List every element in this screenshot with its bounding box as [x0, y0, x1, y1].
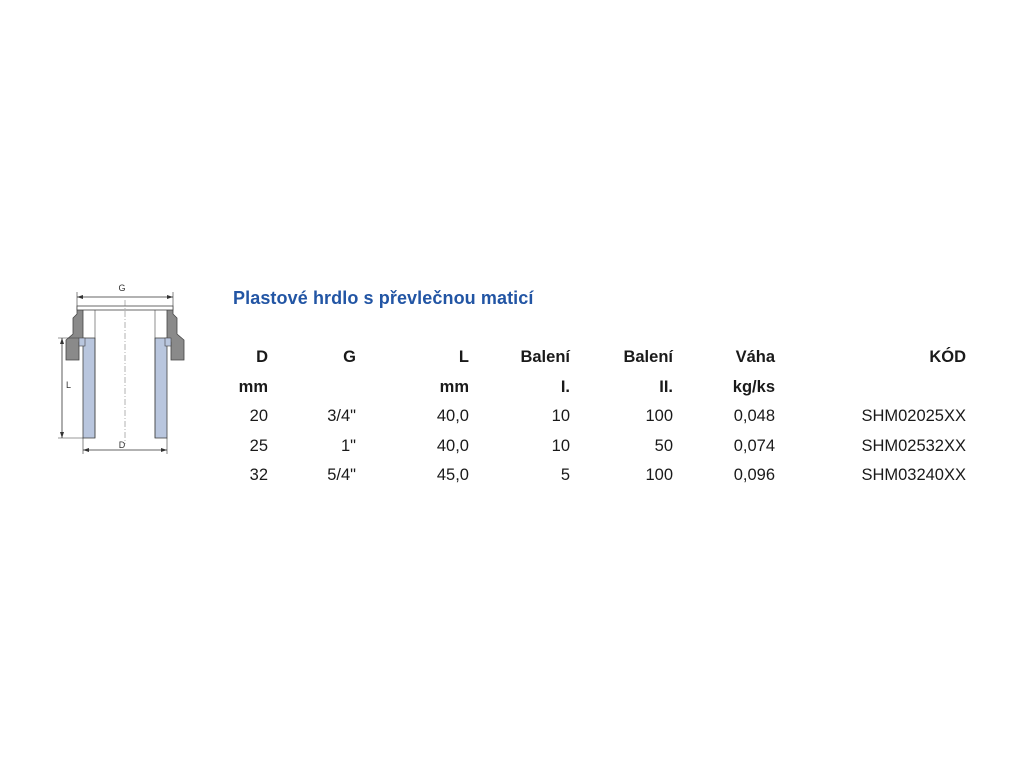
cell-baleni-1: 10 [551, 407, 570, 426]
cell-vaha: 0,048 [733, 407, 775, 426]
header-l: L [458, 348, 469, 367]
header-vaha: Váha [735, 348, 775, 367]
unit-vaha: kg/ks [732, 377, 775, 396]
product-title: Plastové hrdlo s převlečnou maticí [233, 288, 534, 308]
arrow-l-bottom [60, 432, 64, 438]
cell-baleni-2: 100 [645, 466, 673, 485]
unit-row [218, 373, 966, 403]
dim-label-g: G [118, 283, 126, 293]
cell-d: 32 [249, 466, 268, 485]
cell-baleni-1: 10 [551, 436, 570, 455]
cell-baleni-2: 100 [645, 407, 673, 426]
cell-g: 5/4" [327, 466, 356, 485]
unit-l: mm [439, 377, 469, 396]
cell-g: 3/4" [327, 407, 356, 426]
cell-vaha: 0,096 [733, 466, 775, 485]
cell-l: 40,0 [436, 407, 469, 426]
arrow-d-left [83, 448, 89, 452]
spec-table [218, 343, 966, 491]
arrow-l-top [60, 338, 64, 344]
fitting-drawing [50, 278, 190, 458]
dim-label-l: L [66, 380, 72, 390]
cell-baleni-2: 50 [654, 436, 673, 455]
cell-kod: SHM02532XX [861, 436, 966, 455]
header-baleni-1: Balení [520, 348, 570, 367]
cell-l: 45,0 [436, 466, 469, 485]
header-kod: KÓD [929, 348, 966, 367]
pipe-right-wall [155, 338, 167, 438]
cell-baleni-1: 5 [560, 466, 570, 485]
nut-left [66, 308, 83, 360]
dim-label-d: D [118, 440, 126, 450]
cell-d: 20 [249, 407, 268, 426]
arrow-g-right [167, 295, 173, 299]
pipe-collar-right [165, 338, 171, 346]
cell-kod: SHM02025XX [861, 407, 966, 426]
pipe-collar-left [79, 338, 85, 346]
pipe-left-wall [83, 338, 95, 438]
cell-d: 25 [249, 436, 268, 455]
header-d: D [256, 348, 268, 367]
arrow-g-left [77, 295, 83, 299]
header-baleni-2: Balení [623, 348, 673, 367]
table-row [218, 461, 966, 491]
unit-baleni-2: II. [659, 377, 673, 396]
cell-vaha: 0,074 [733, 436, 775, 455]
unit-kod [775, 373, 966, 403]
unit-baleni-1: I. [560, 377, 570, 396]
cell-l: 40,0 [436, 436, 469, 455]
header-row [218, 343, 966, 373]
table-row [218, 402, 966, 432]
header-g: G [343, 348, 356, 367]
arrow-d-right [161, 448, 167, 452]
cell-g: 1" [340, 436, 356, 455]
nut-right [167, 308, 184, 360]
unit-g [268, 373, 359, 403]
unit-d: mm [238, 377, 268, 396]
table-row [218, 432, 966, 462]
cell-kod: SHM03240XX [861, 466, 966, 485]
